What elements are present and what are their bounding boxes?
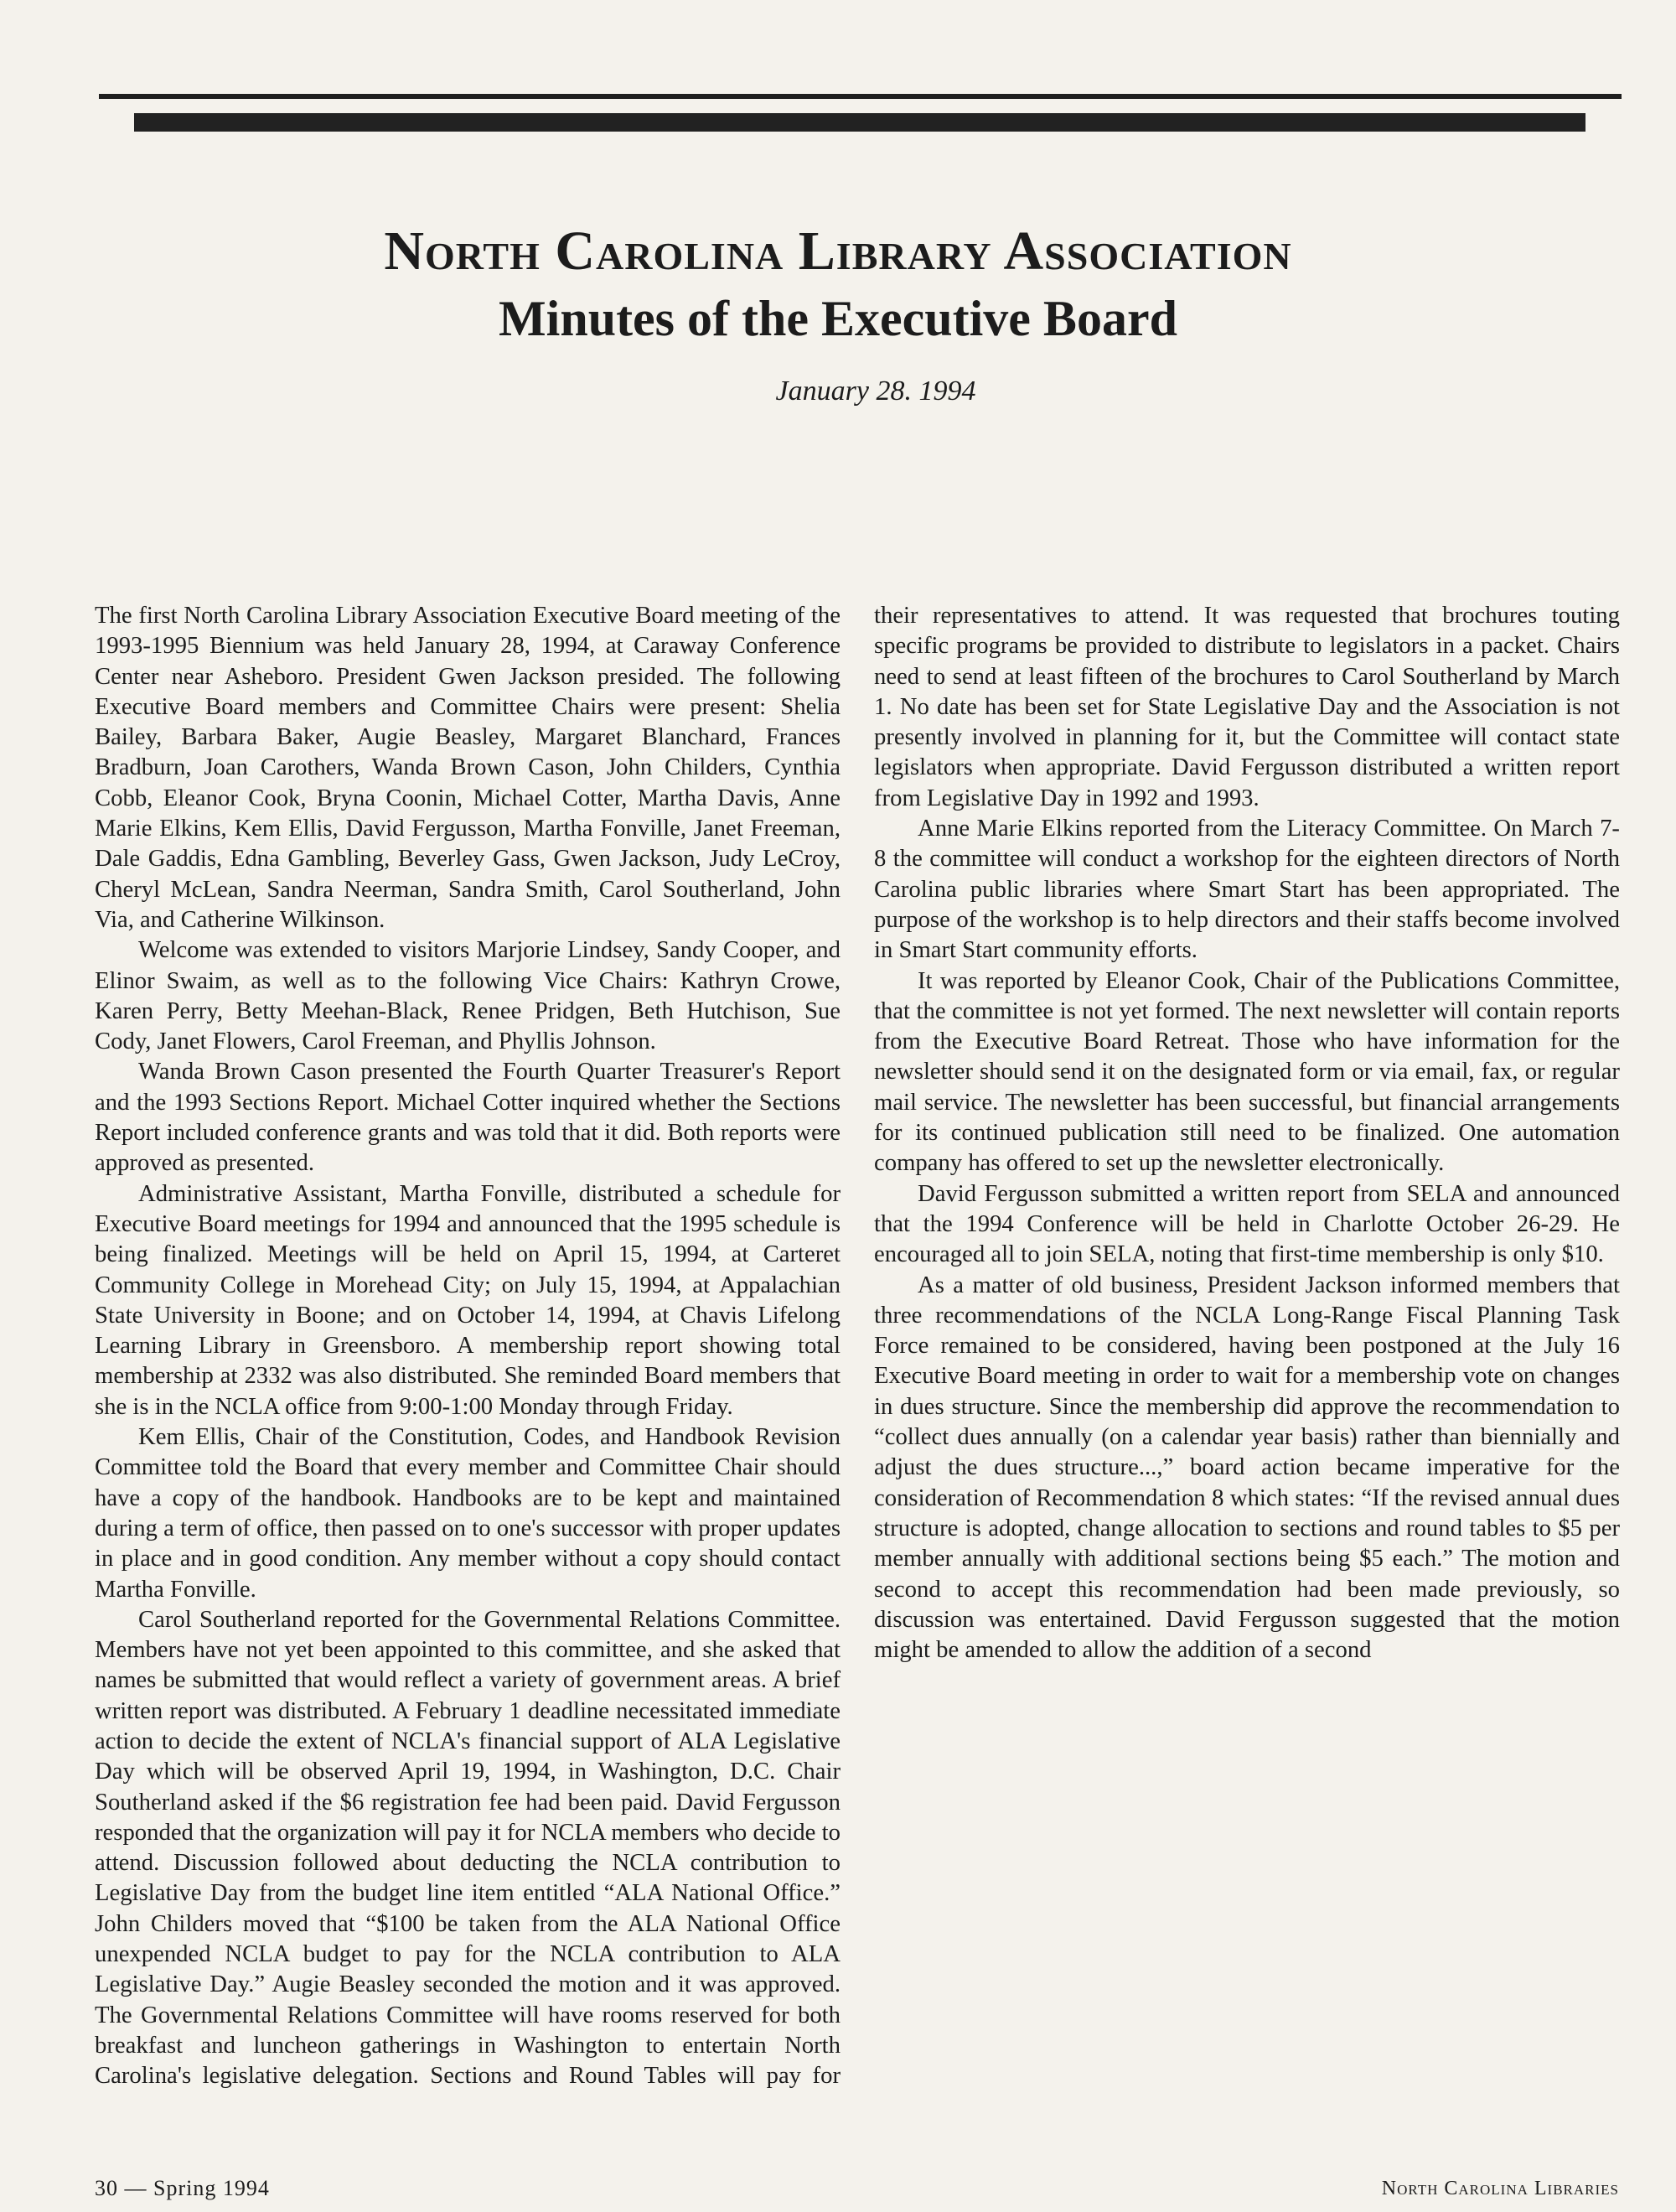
paragraph-sela: David Fergusson submitted a written report from SELA and announced that the 1994 Conference will be held in Charlotte October 26-29. He encouraged all to join SELA, noting that first-time membership is only $10. xyxy=(874,1179,1620,1268)
paragraph-treasurer: Wanda Brown Cason presented the Fourth Quarter Treasurer's Report and the 1993 Sections Report. Michael Cotter inquired whether the Sections Report included conference grants and was told that it did. Both reports were approved as presented. xyxy=(95,1058,841,1177)
header-rule-thick xyxy=(134,113,1585,132)
paragraph-publications: It was reported by Eleanor Cook, Chair of the Publications Committee, that the committee is not yet formed. The next newsletter will contain reports from the Executive Board Retreat. Those who have information for the newsletter should send it on the designated form or via email, fax, or regular mail service. The newsletter has been successful, but financial arrangements for its continued publication still need to be finalized. One automation company has offered to set up the newsletter electronically. xyxy=(874,966,1620,1177)
paragraph-handbook: Kem Ellis, Chair of the Constitution, Codes, and Handbook Revision Committee told the Board that every member and Committee Chair should have a copy of the handbook. Handbooks are to be kept and maintained during a term of office, then passed on to one's successor with proper updates in place and in good condition. Any member without a copy should contact Martha Fonville. xyxy=(95,1423,841,1603)
title-block xyxy=(0,218,1676,407)
minutes-body xyxy=(95,600,1620,2113)
page-footer-folio: 30 — Spring 1994 xyxy=(95,2176,270,2200)
paragraph-attendance: The first North Carolina Library Association Executive Board meeting of the 1993-1995 Biennium was held January 28, 1994, at Caraway Conference Center near Asheboro. President Gwen Jackson presided. The following Executive Board members and Committee Chairs were present: Shelia Bailey, Barbara Baker, Augie Beasley, Margaret Blanchard, Frances Bradburn, Joan Carothers, Wanda Brown Cason, John Childers, Cynthia Cobb, Eleanor Cook, Bryna Coonin, Michael Cotter, Martha Davis, Anne Marie Elkins, Kem Ellis, David Fergusson, Martha Fonville, Janet Freeman, Dale Gaddis, Edna Gambling, Beverley Gass, Gwen Jackson, Judy LeCroy, Cheryl McLean, Sandra Neerman, Sandra Smith, Carol Southerland, John Via, and Catherine Wilkinson. xyxy=(95,602,841,933)
meeting-date: January 28. 1994 xyxy=(775,376,976,407)
paragraph-governmental-relations: Carol Southerland reported for the Governmental Relations Committee. Members have not yet been appointed to this committee, and she asked that names be submitted that would reflect a variety of government areas. A brief written report was distributed. A February 1 deadline necessitated immediate action to decide the extent of NCLA's financial support of ALA Legislative Day which will be observed April 19, 1994, in Washington, D.C. Chair Southerland asked if the $6 registration fee had been paid. David Fergusson responded that the organization will pay it for NCLA members who decide to attend. Discussion followed about deducting the NCLA contribution to Legislative Day from the budget line item entitled “ALA National Office.” John Childers moved that “$100 be taken from the ALA National Office unexpended NCLA budget to pay for the NCLA contribution to ALA Legislative Day.” Augie Beasley seconded the motion and it was approved. The Governmental Relations Committee will have rooms reserved for both breakfast and luncheon gatherings in Washington to entertain North Carolina's legislative delegation. Sections and Round Tables will pay for their representatives to attend. It was requested that brochures touting specific programs be provided to distribute to legislators in a packet. Chairs need to send at least fifteen of the brochures to Carol Southerland by March 1. No date has been set for State Legislative Day and the Association is not presently involved in planning for it, but the Committee will contact state legislators when appropriate. David Fergusson distributed a written report from Legislative Day in 1992 and 1993. xyxy=(95,602,1620,2090)
org-title: North Carolina Library Association xyxy=(384,220,1292,282)
paragraph-old-business: As a matter of old business, President Jackson informed members that three recommendations of the NCLA Long-Range Fiscal Planning Task Force remained to be considered, having been postponed at the July 16 Executive Board meeting in order to wait for a membership vote on changes in dues structure. Since the membership did approve the recommendation to “collect dues annually (on a calendar year basis) rather than biennially and adjust the dues structure...,” board action became imperative for the consideration of Recommendation 8 which states: “If the revised annual dues structure is adopted, change allocation to sections and round tables to $5 per member annually with additional sections being $5 each.” The motion and second to accept this recommendation had been made previously, so discussion was entertained. David Fergusson suggested that the motion might be amended to allow the addition of a second xyxy=(874,1271,1620,1664)
paragraph-schedule: Administrative Assistant, Martha Fonville, distributed a schedule for Executive Board meetings for 1994 and announced that the 1995 schedule is being finalized. Meetings will be held on April 15, 1994, at Carteret Community College in Morehead City; on July 15, 1994, at Appalachian State University in Boone; and on October 14, 1994, at Chavis Lifelong Learning Library in Greensboro. A membership report showing total membership at 2332 was also distributed. She reminded Board members that she is in the NCLA office from 9:00-1:00 Monday through Friday. xyxy=(95,1179,841,1420)
sub-title: Minutes of the Executive Board xyxy=(499,291,1177,346)
paragraph-visitors: Welcome was extended to visitors Marjorie Lindsey, Sandy Cooper, and Elinor Swaim, as well as to the following Vice Chairs: Kathryn Crowe, Karen Perry, Betty Meehan-Black, Renee Pridgen, Beth Hutchison, Sue Cody, Janet Flowers, Carol Freeman, and Phyllis Johnson. xyxy=(95,936,841,1055)
page-footer-journal: North Carolina Libraries xyxy=(1381,2178,1619,2199)
header-rule-thin xyxy=(99,94,1622,99)
paragraph-literacy: Anne Marie Elkins reported from the Literacy Committee. On March 7-8 the committee will conduct a workshop for the eighteen directors of North Carolina public libraries where Smart Start has been appropriated. The purpose of the workshop is to help directors and their staffs become involved in Smart Start community efforts. xyxy=(874,815,1620,964)
